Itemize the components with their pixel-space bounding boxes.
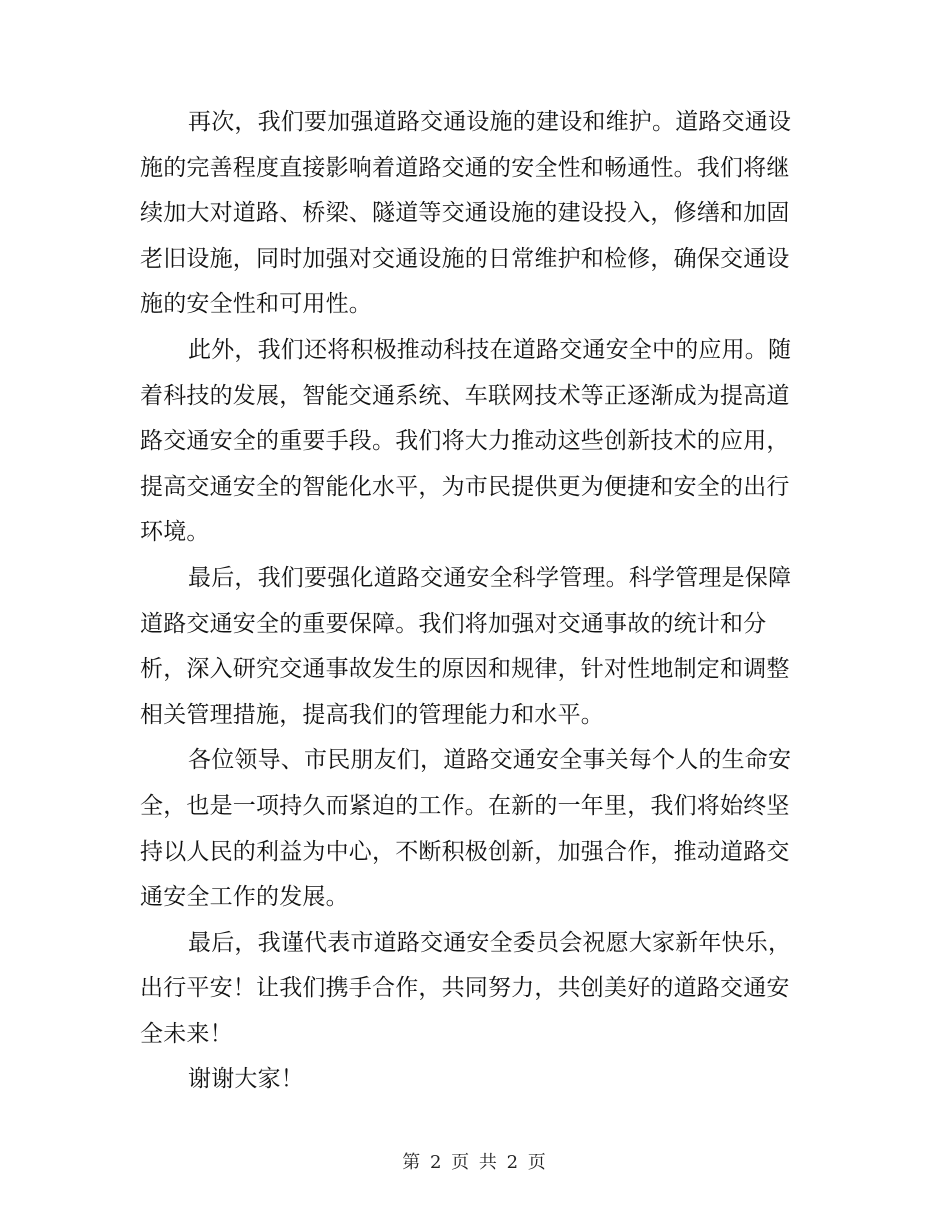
paragraph bbox=[140, 100, 800, 328]
paragraph-line: 环境。 bbox=[140, 519, 210, 546]
paragraph-line: 路交通安全的重要手段。我们将大力推动这些创新技术的应用， bbox=[140, 428, 790, 455]
paragraph-line: 着科技的发展，智能交通系统、车联网技术等正逐渐成为提高道 bbox=[140, 382, 790, 409]
paragraph-line: 出行平安！让我们携手合作，共同努力，共创美好的道路交通安 bbox=[140, 975, 790, 1002]
paragraph-line: 全未来！ bbox=[140, 1020, 233, 1047]
paragraph bbox=[140, 328, 800, 556]
paragraph-line: 此外，我们还将积极推动科技在道路交通安全中的应用。随 bbox=[188, 336, 792, 363]
paragraph-line: 最后，我们要强化道路交通安全科学管理。科学管理是保障 bbox=[188, 564, 792, 591]
paragraph-line: 老旧设施，同时加强对交通设施的日常维护和检修，确保交通设 bbox=[140, 245, 790, 272]
paragraph-line: 续加大对道路、桥梁、隧道等交通设施的建设投入，修缮和加固 bbox=[140, 200, 790, 227]
paragraph-line: 持以人民的利益为中心，不断积极创新，加强合作，推动道路交 bbox=[140, 838, 790, 865]
paragraph-line: 全，也是一项持久而紧迫的工作。在新的一年里，我们将始终坚 bbox=[140, 792, 790, 819]
paragraph-line: 各位领导、市民朋友们，道路交通安全事关每个人的生命安 bbox=[188, 747, 792, 774]
paragraph-line: 再次，我们要加强道路交通设施的建设和维护。道路交通设 bbox=[188, 109, 792, 135]
paragraph-line: 析，深入研究交通事故发生的原因和规律，针对性地制定和调整 bbox=[140, 656, 790, 683]
paragraph bbox=[140, 921, 800, 1058]
paragraph bbox=[140, 1057, 800, 1103]
paragraph-line: 通安全工作的发展。 bbox=[140, 884, 349, 911]
document-body bbox=[140, 100, 800, 1103]
paragraph-line: 最后，我谨代表市道路交通安全委员会祝愿大家新年快乐， bbox=[188, 929, 792, 956]
page-number-footer: 第 2 页 共 2 页 bbox=[402, 1152, 548, 1173]
paragraph-line: 施的安全性和可用性。 bbox=[140, 291, 372, 318]
paragraph-line: 谢谢大家！ bbox=[188, 1066, 304, 1093]
paragraph-line: 提高交通安全的智能化水平，为市民提供更为便捷和安全的出行 bbox=[140, 473, 790, 500]
paragraph bbox=[140, 738, 800, 920]
paragraph-line: 道路交通安全的重要保障。我们将加强对交通事故的统计和分 bbox=[140, 610, 767, 637]
paragraph-line: 施的完善程度直接影响着道路交通的安全性和畅通性。我们将继 bbox=[140, 154, 790, 181]
paragraph-line: 相关管理措施，提高我们的管理能力和水平。 bbox=[140, 701, 604, 728]
paragraph bbox=[140, 556, 800, 738]
